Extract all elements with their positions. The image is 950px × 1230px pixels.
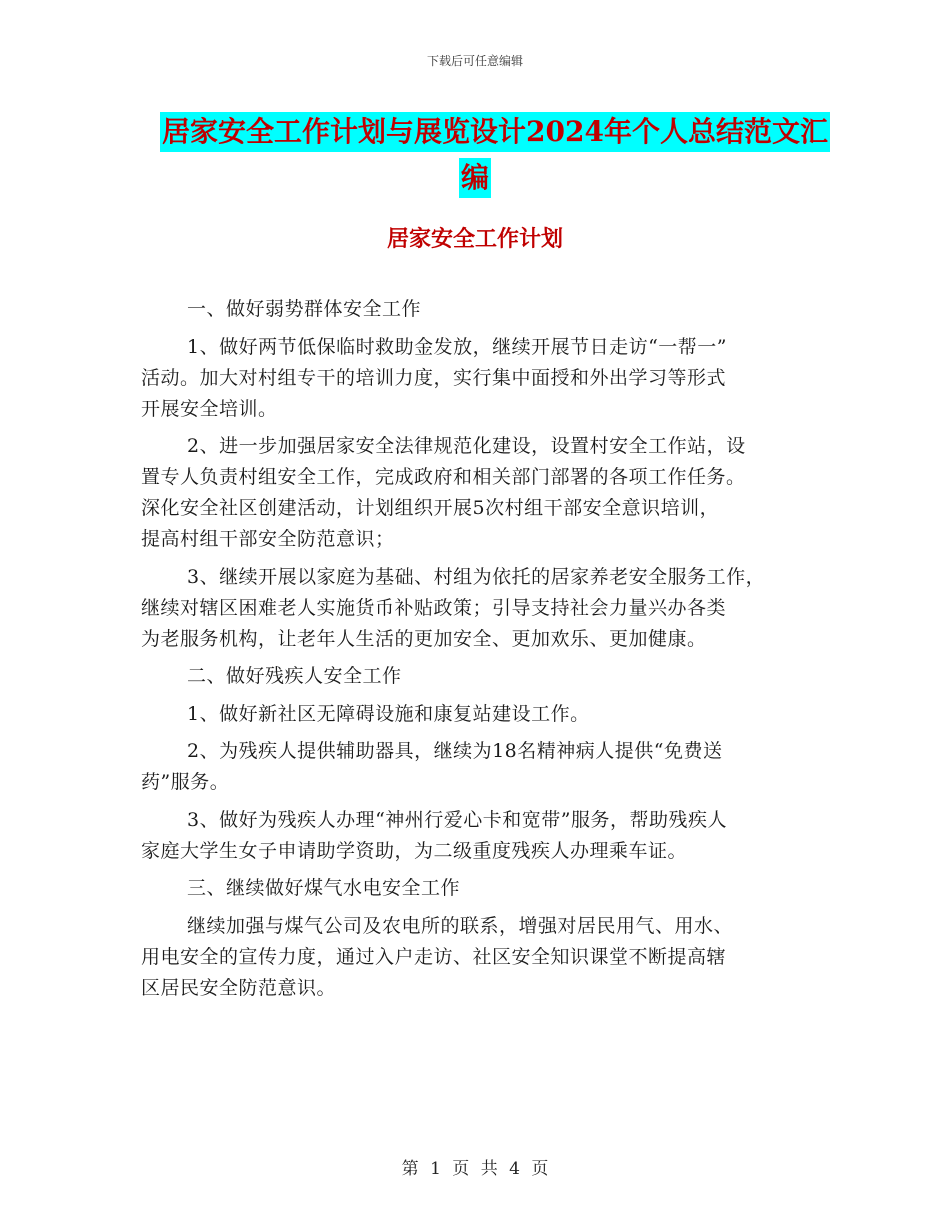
paragraph-line: 区居民安全防范意识。 <box>141 976 337 999</box>
paragraph-line: 三、继续做好煤气水电安全工作 <box>187 877 461 899</box>
paragraph <box>141 332 813 425</box>
paragraph <box>141 294 813 325</box>
document-title <box>0 112 950 204</box>
paragraph-line: 深化安全社区创建活动，计划组织开展5次村组干部安全意识培训， <box>141 497 720 519</box>
paragraph <box>141 736 813 798</box>
document-body <box>141 294 813 1010</box>
paragraph-line: 继续对辖区困难老人实施货币补贴政策；引导支持社会力量兴办各类 <box>141 596 727 619</box>
paragraph-line: 一、做好弱势群体安全工作 <box>187 298 422 320</box>
paragraph-line: 药”服务。 <box>141 771 230 793</box>
paragraph-line: 开展安全培训。 <box>141 397 278 420</box>
paragraph-line: 用电安全的宣传力度，通过入户走访、社区安全知识课堂不断提高辖 <box>141 945 727 968</box>
paragraph-line: 活动。加大对村组专干的培训力度，实行集中面授和外出学习等形式 <box>141 366 727 389</box>
paragraph <box>141 873 813 904</box>
paragraph <box>141 699 813 730</box>
paragraph <box>141 562 813 655</box>
paragraph-line: 为老服务机构，让老年人生活的更加安全、更加欢乐、更加健康。 <box>141 627 707 650</box>
page-footer: 第 1 页 共 4 页 <box>401 1159 549 1179</box>
title-line-1: 居家安全工作计划与展览设计2024年个人总结范文汇 <box>160 112 830 152</box>
paragraph-line: 继续加强与煤气公司及农电所的联系，增强对居民用气、用水、 <box>187 914 734 937</box>
paragraph <box>141 805 813 867</box>
paragraph-line: 家庭大学生女子申请助学资助，为二级重度残疾人办理乘车证。 <box>141 839 688 862</box>
section-title: 居家安全工作计划 <box>386 226 563 252</box>
paragraph-line: 3、继续开展以家庭为基础、村组为依托的居家养老安全服务工作， <box>187 565 766 588</box>
title-line-2: 编 <box>459 158 491 198</box>
paragraph-line: 1、做好两节低保临时救助金发放，继续开展节日走访“一帮一” <box>187 335 728 358</box>
paragraph-line: 2、进一步加强居家安全法律规范化建设，设置村安全工作站，设 <box>187 435 746 457</box>
paragraph-line: 3、做好为残疾人办理“神州行爱心卡和宽带”服务，帮助残疾人 <box>187 808 728 831</box>
paragraph <box>141 661 813 692</box>
header-note: 下载后可任意编辑 <box>426 54 523 68</box>
paragraph-line: 置专人负责村组安全工作，完成政府和相关部门部署的各项工作任务。 <box>141 466 746 488</box>
paragraph-line: 2、为残疾人提供辅助器具，继续为18名精神病人提供“免费送 <box>187 740 723 762</box>
paragraph-line: 提高村组干部安全防范意识； <box>141 528 395 550</box>
paragraph-line: 1、做好新社区无障碍设施和康复站建设工作。 <box>187 702 590 725</box>
paragraph <box>141 911 813 1004</box>
paragraph-line: 二、做好残疾人安全工作 <box>187 665 402 687</box>
paragraph <box>141 431 813 555</box>
